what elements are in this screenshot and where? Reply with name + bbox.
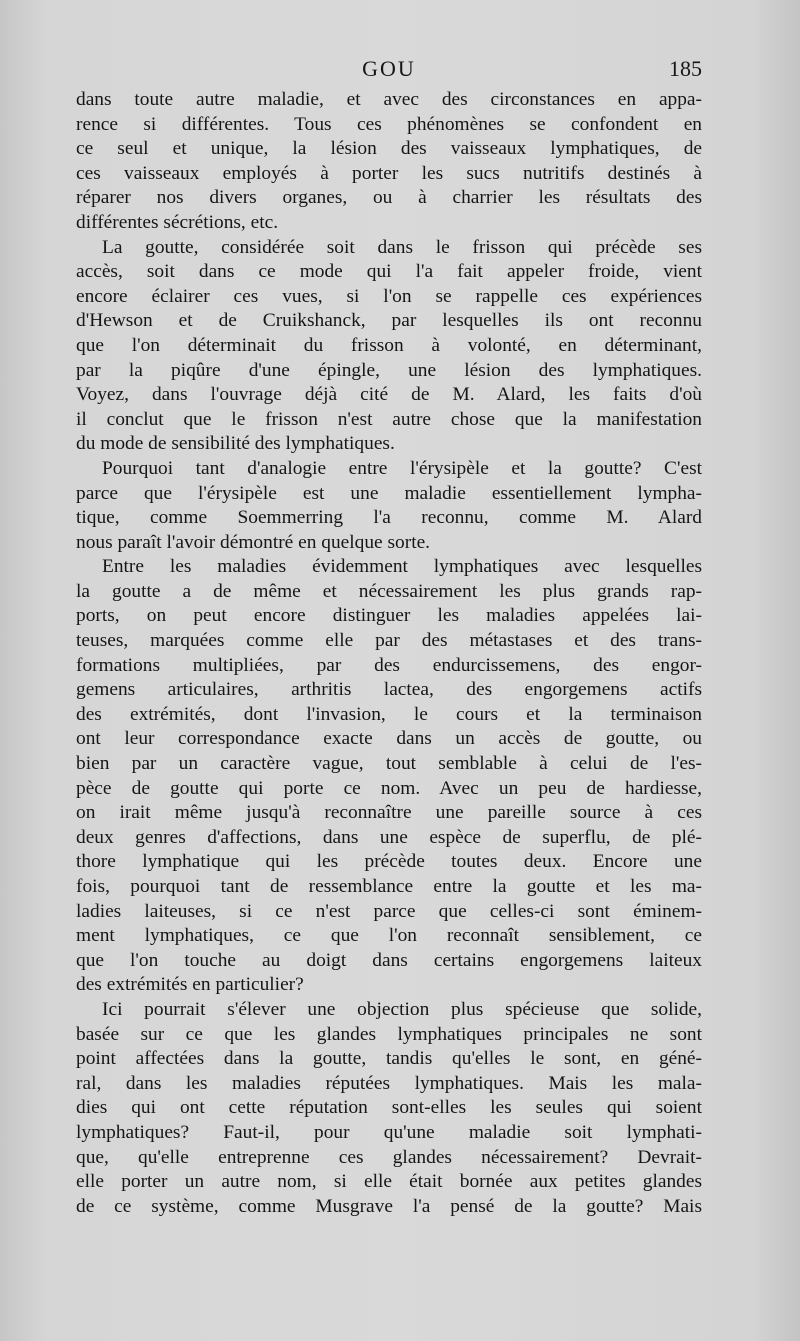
text-line: thore lymphatique qui les précède toutes deux. Encore une: [76, 851, 702, 873]
paragraph: [76, 457, 702, 555]
text-line: La goutte, considérée soit dans le frisson qui précède ses: [102, 236, 702, 258]
text-line: ont leur correspondance exacte dans un accès de goutte, ou: [76, 728, 702, 750]
text-line: ports, on peut encore distinguer les maladies appelées lai-: [76, 605, 702, 627]
text-line: fois, pourquoi tant de ressemblance entre la goutte et les ma-: [76, 876, 702, 897]
text-line: gemens articulaires, arthritis lactea, des engorgemens actifs: [76, 679, 702, 701]
text-line: bien par un caractère vague, tout semblable à celui de l'es-: [76, 753, 702, 775]
text-line: par la piqûre d'une épingle, une lésion des lymphatiques.: [76, 359, 702, 381]
text-line: formations multipliées, par des endurcissemens, des engor-: [76, 654, 702, 676]
text-line: Pourquoi tant d'analogie entre l'érysipèle et la goutte? C'est: [102, 457, 702, 479]
text-line: parce que l'érysipèle est une maladie essentiellement lympha-: [76, 482, 702, 504]
text-line: des extrémités en particulier?: [76, 974, 304, 996]
text-line: que l'on déterminait du frisson à volonté, en déterminant,: [76, 334, 702, 356]
text-line: de ce système, comme Musgrave l'a pensé de la goutte? Mais: [76, 1195, 702, 1217]
text-line: ce seul et unique, la lésion des vaisseaux lymphatiques, de: [76, 138, 702, 160]
text-line: encore éclairer ces vues, si l'on se rappelle ces expériences: [76, 285, 702, 307]
text-line: ral, dans les maladies réputées lymphatiques. Mais les mala-: [76, 1072, 702, 1094]
text-line: des extrémités, dont l'invasion, le cours et la terminaison: [76, 703, 702, 725]
text-line: la goutte a de même et nécessairement les plus grands rap-: [76, 580, 702, 602]
text-line: on irait même jusqu'à reconnaître une pareille source à ces: [76, 802, 702, 824]
text-line: Voyez, dans l'ouvrage déjà cité de M. Alard, les faits d'où: [76, 384, 702, 406]
text-line: pèce de goutte qui porte ce nom. Avec un peu de hardiesse,: [76, 777, 702, 799]
text-line: teuses, marquées comme elle par des métastases et des trans-: [76, 630, 702, 652]
text-line: réparer nos divers organes, ou à charrier les résultats des: [76, 187, 702, 209]
page-header: [76, 56, 702, 86]
text-line: d'Hewson et de Cruikshanck, par lesquelles ils ont reconnu: [76, 310, 702, 332]
text-line: dies qui ont cette réputation sont-elles les seules qui soient: [76, 1097, 702, 1119]
text-line: elle porter un autre nom, si elle était bornée aux petites glandes: [76, 1171, 702, 1193]
paragraph: [76, 236, 702, 457]
text-line: rence si différentes. Tous ces phénomènes se confondent en: [76, 113, 702, 135]
text-line: dans toute autre maladie, et avec des circonstances en appa-: [76, 89, 702, 110]
text-line: ladies laiteuses, si ce n'est parce que celles-ci sont éminem-: [76, 900, 702, 922]
text-line: Ici pourrait s'élever une objection plus spécieuse que solide,: [102, 998, 702, 1020]
text-line: nous paraît l'avoir démontré en quelque sorte.: [76, 531, 431, 553]
text-line: du mode de sensibilité des lymphatiques.: [76, 433, 395, 455]
text-line: basée sur ce que les glandes lymphatiques principales ne sont: [76, 1023, 702, 1045]
paragraph: [76, 88, 702, 236]
text-line: ment lymphatiques, ce que l'on reconnaît sensiblement, ce: [76, 925, 702, 947]
text-line: lymphatiques? Faut-il, pour qu'une maladie soit lymphati-: [76, 1121, 702, 1143]
body-text: [76, 88, 702, 1219]
text-line: accès, soit dans ce mode qui l'a fait appeler froide, vient: [76, 261, 702, 283]
text-line: Entre les maladies évidemment lymphatiques avec lesquelles: [102, 556, 702, 578]
page-number: 185: [669, 56, 702, 81]
text-line: tique, comme Soemmerring l'a reconnu, comme M. Alard: [76, 507, 702, 529]
paragraph: [76, 998, 702, 1219]
text-line: il conclut que le frisson n'est autre chose que la manifestation: [76, 408, 702, 430]
text-line: que l'on touche au doigt dans certains engorgemens laiteux: [76, 949, 702, 971]
text-line: différentes sécrétions, etc.: [76, 211, 279, 233]
text-line: ces vaisseaux employés à porter les sucs nutritifs destinés à: [76, 162, 702, 184]
text-line: deux genres d'affections, dans une espèce de superflu, de plé-: [76, 826, 702, 848]
text-line: que, qu'elle entreprenne ces glandes nécessairement? Devrait-: [76, 1146, 702, 1168]
paragraph: [76, 555, 702, 998]
running-head: GOU: [362, 56, 416, 81]
text-line: point affectées dans la goutte, tandis qu'elles le sont, en géné-: [76, 1048, 702, 1070]
